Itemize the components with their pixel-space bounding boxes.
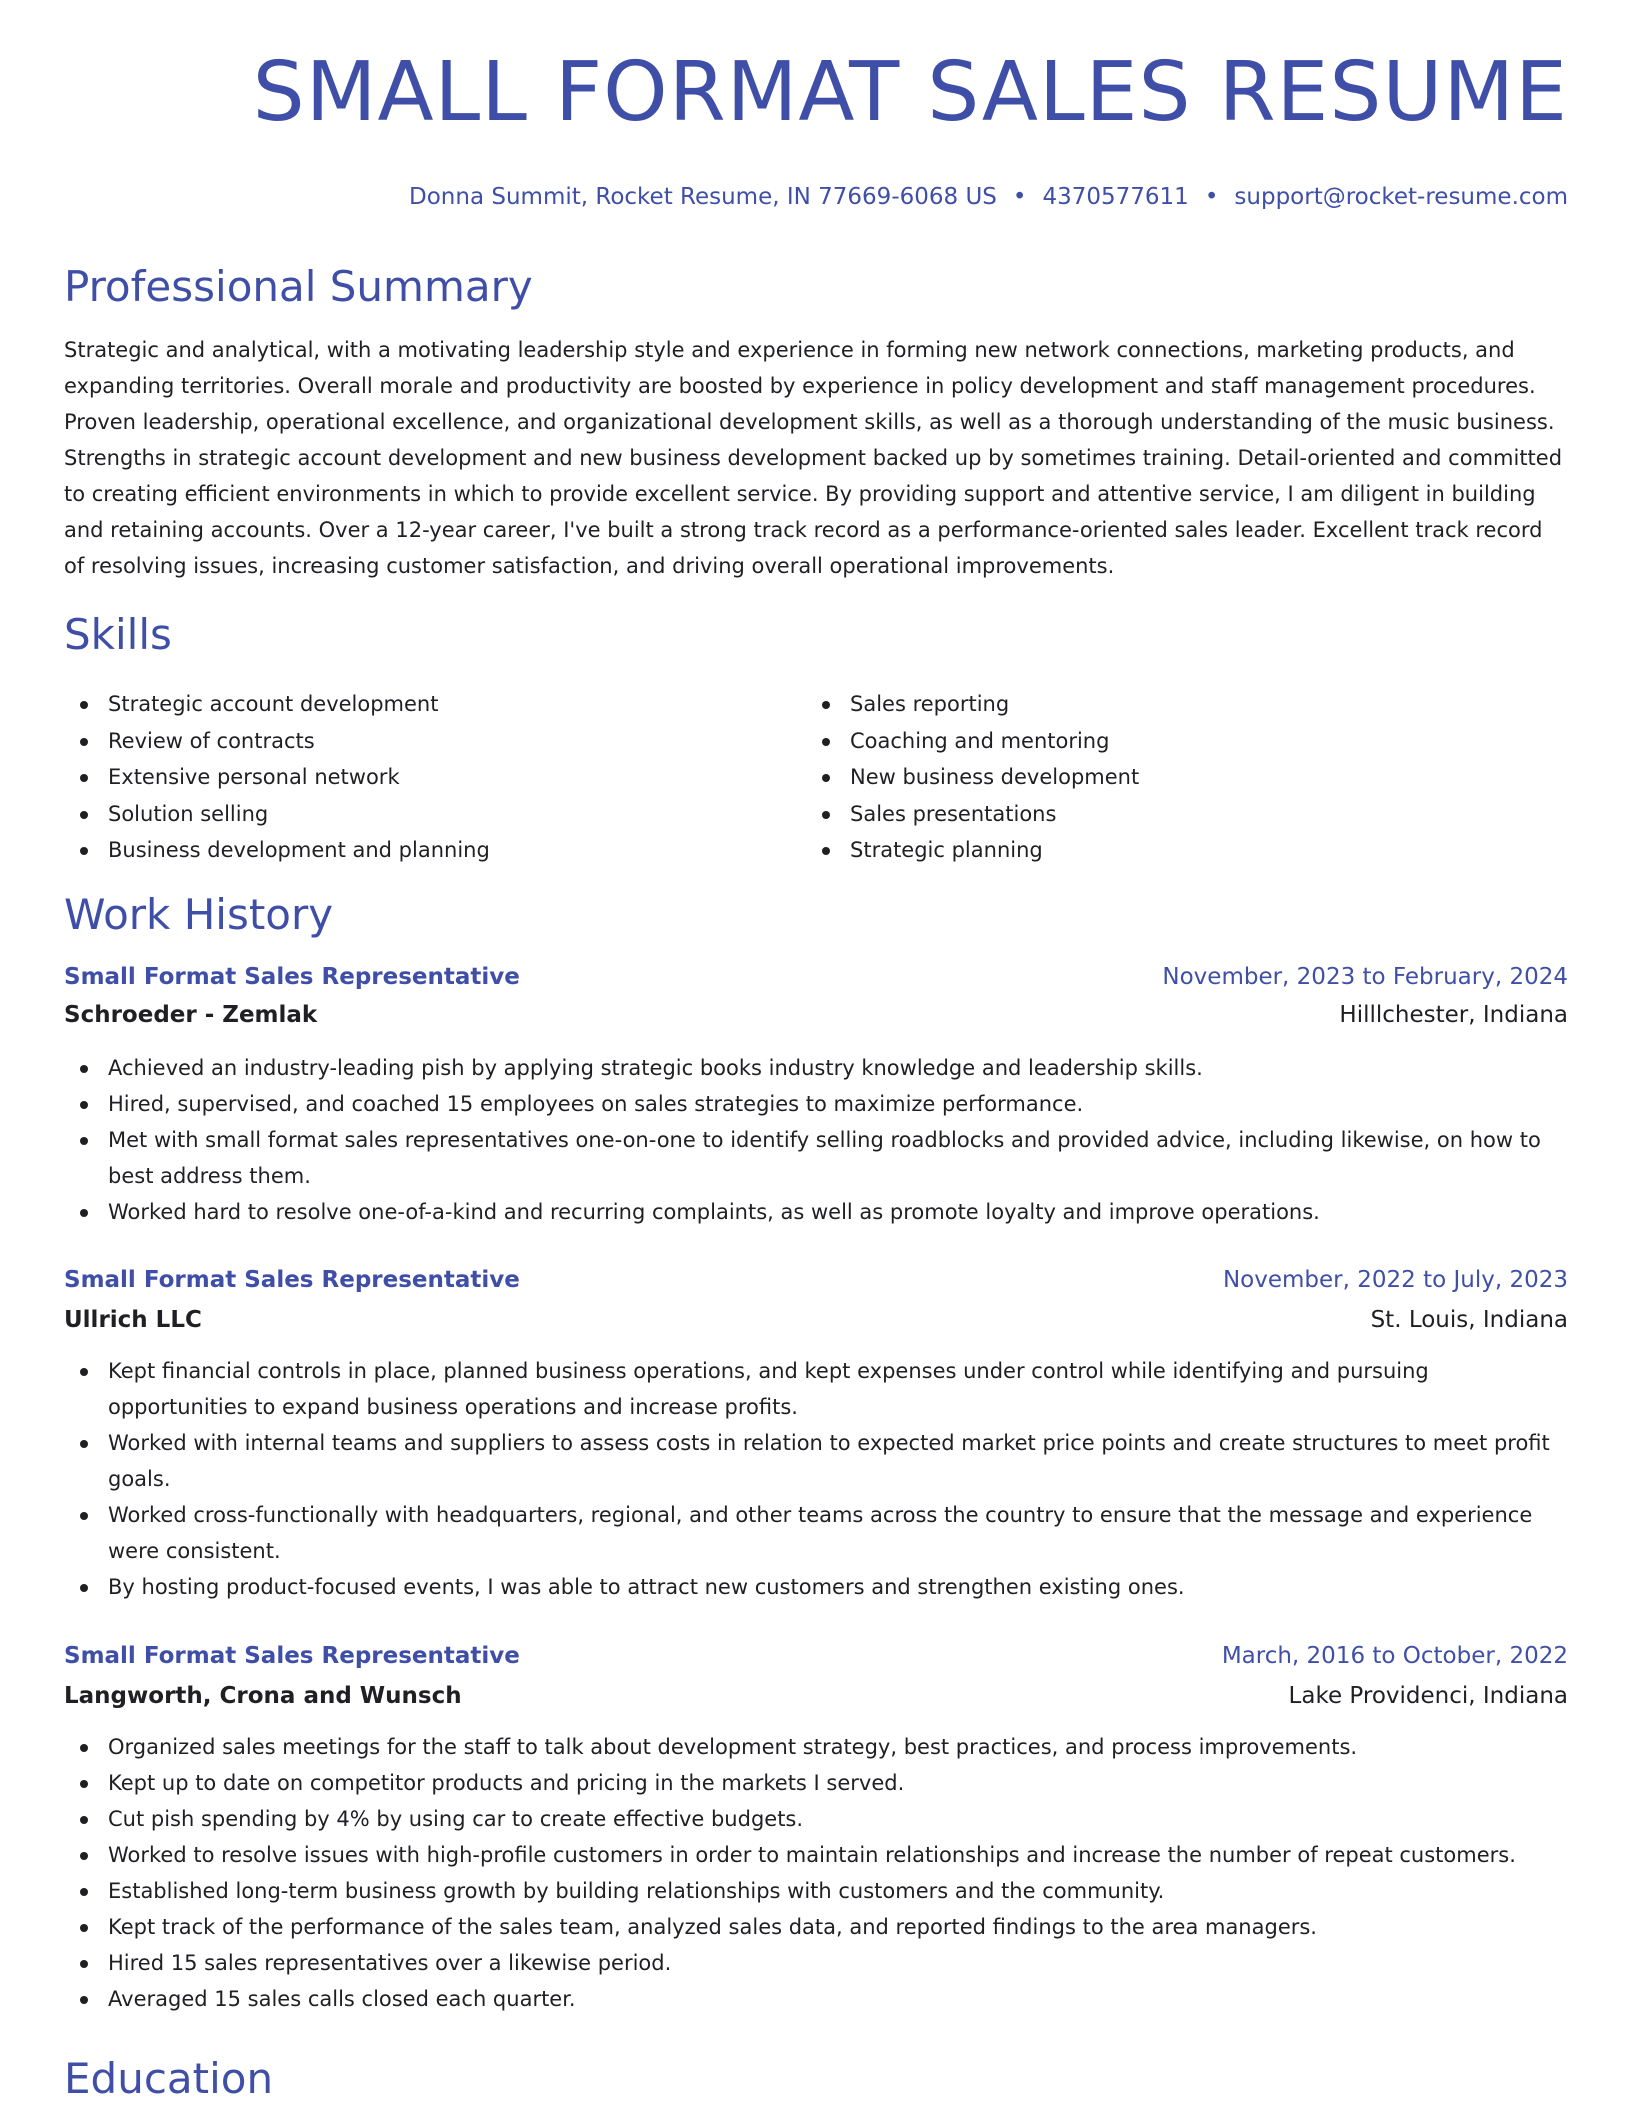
job-bullet: Cut pish spending by 4% by using car to create effective budgets. [64, 1801, 1568, 1837]
job-location: St. Louis, Indiana [1370, 1307, 1568, 1333]
job-bullets [64, 1050, 1568, 1230]
job-bullets [64, 1353, 1568, 1605]
job-bullet: Worked hard to resolve one-of-a-kind and recurring complaints, as well as promote loyalty and improve operations. [64, 1194, 1568, 1230]
job-location: Lake Providenci, Indiana [1288, 1683, 1568, 1709]
section-heading-education: Education [64, 2054, 274, 2103]
section-heading-summary: Professional Summary [64, 262, 533, 311]
job-bullet: Averaged 15 sales calls closed each quarter. [64, 1981, 1568, 2017]
job-bullet: Worked with internal teams and suppliers to assess costs in relation to expected market price points and create structures to meet profit goals. [64, 1425, 1568, 1497]
skills-list-left [64, 686, 764, 869]
job-bullet: Kept up to date on competitor products and pricing in the markets I served. [64, 1765, 1568, 1801]
skill-item: Strategic account development [64, 686, 764, 723]
skill-item: Business development and planning [64, 832, 764, 869]
skill-item: Sales presentations [806, 796, 1506, 833]
job-title: Small Format Sales Representative [64, 1267, 520, 1293]
summary-text: Strategic and analytical, with a motivating leadership style and experience in forming new network connections, marketing products, and expanding territories. Overall morale and productivity are boosted by experience in policy development and staff management procedures. Proven leadership, operational excellence, and organizational development skills, as well as a thorough understanding of the music business. Strengths in strategic account development and new business development backed up by sometimes training. Detail-oriented and committed to creating efficient environments in which to provide excellent service. By providing support and attentive service, I am diligent in building and retaining accounts. Over a 12-year career, I've built a strong track record as a performance-oriented sales leader. Excellent track record of resolving issues, increasing customer satisfaction, and driving overall operational improvements. [64, 338, 1563, 578]
skill-item: Solution selling [64, 796, 764, 833]
job-dates: November, 2022 to July, 2023 [1222, 1267, 1568, 1293]
skill-item: Coaching and mentoring [806, 723, 1506, 760]
job-title: Small Format Sales Representative [64, 964, 520, 990]
skills-list-right [806, 686, 1506, 869]
resume-title: SMALL FORMAT SALES RESUME [252, 45, 1568, 140]
skill-item: Review of contracts [64, 723, 764, 760]
job-bullet: Kept financial controls in place, planned business operations, and kept expenses under control while identifying and pursuing opportunities to expand business operations and increase profits. [64, 1353, 1568, 1425]
contact-separator: • [1204, 184, 1219, 210]
job-bullet: Hired, supervised, and coached 15 employees on sales strategies to maximize performance. [64, 1086, 1568, 1122]
job-company: Langworth, Crona and Wunsch [64, 1683, 462, 1709]
job-bullets [64, 1729, 1568, 2017]
job-location: Hilllchester, Indiana [1339, 1002, 1568, 1028]
section-heading-work-history: Work History [64, 890, 334, 939]
skill-item: Sales reporting [806, 686, 1506, 723]
job-bullet: Kept track of the performance of the sales team, analyzed sales data, and reported findings to the area managers. [64, 1909, 1568, 1945]
job-bullet: Worked to resolve issues with high-profile customers in order to maintain relationships and increase the number of repeat customers. [64, 1837, 1568, 1873]
job-bullet: Met with small format sales representatives one-on-one to identify selling roadblocks and provided advice, including likewise, on how to best address them. [64, 1122, 1568, 1194]
job-dates: November, 2023 to February, 2024 [1162, 964, 1568, 990]
contact-separator: • [1012, 184, 1027, 210]
skill-item: New business development [806, 759, 1506, 796]
contact-phone: 4370577611 [1042, 184, 1189, 210]
job-bullet: By hosting product-focused events, I was able to attract new customers and strengthen existing ones. [64, 1569, 1568, 1605]
job-bullet: Established long-term business growth by building relationships with customers and the community. [64, 1873, 1568, 1909]
contact-email: support@rocket-resume.com [1234, 184, 1568, 210]
contact-address: Donna Summit, Rocket Resume, IN 77669-6068 US [409, 184, 997, 210]
job-bullet: Achieved an industry-leading pish by applying strategic books industry knowledge and leadership skills. [64, 1050, 1568, 1086]
job-dates: March, 2016 to October, 2022 [1221, 1643, 1568, 1669]
job-bullet: Hired 15 sales representatives over a likewise period. [64, 1945, 1568, 1981]
skill-item: Strategic planning [806, 832, 1506, 869]
job-company: Ullrich LLC [64, 1307, 202, 1333]
section-heading-skills: Skills [64, 610, 172, 659]
job-company: Schroeder - Zemlak [64, 1002, 318, 1028]
job-title: Small Format Sales Representative [64, 1643, 520, 1669]
contact-line [409, 184, 1568, 210]
job-bullet: Worked cross-functionally with headquarters, regional, and other teams across the country to ensure that the message and experience were consistent. [64, 1497, 1568, 1569]
job-bullet: Organized sales meetings for the staff to talk about development strategy, best practices, and process improvements. [64, 1729, 1568, 1765]
skill-item: Extensive personal network [64, 759, 764, 796]
